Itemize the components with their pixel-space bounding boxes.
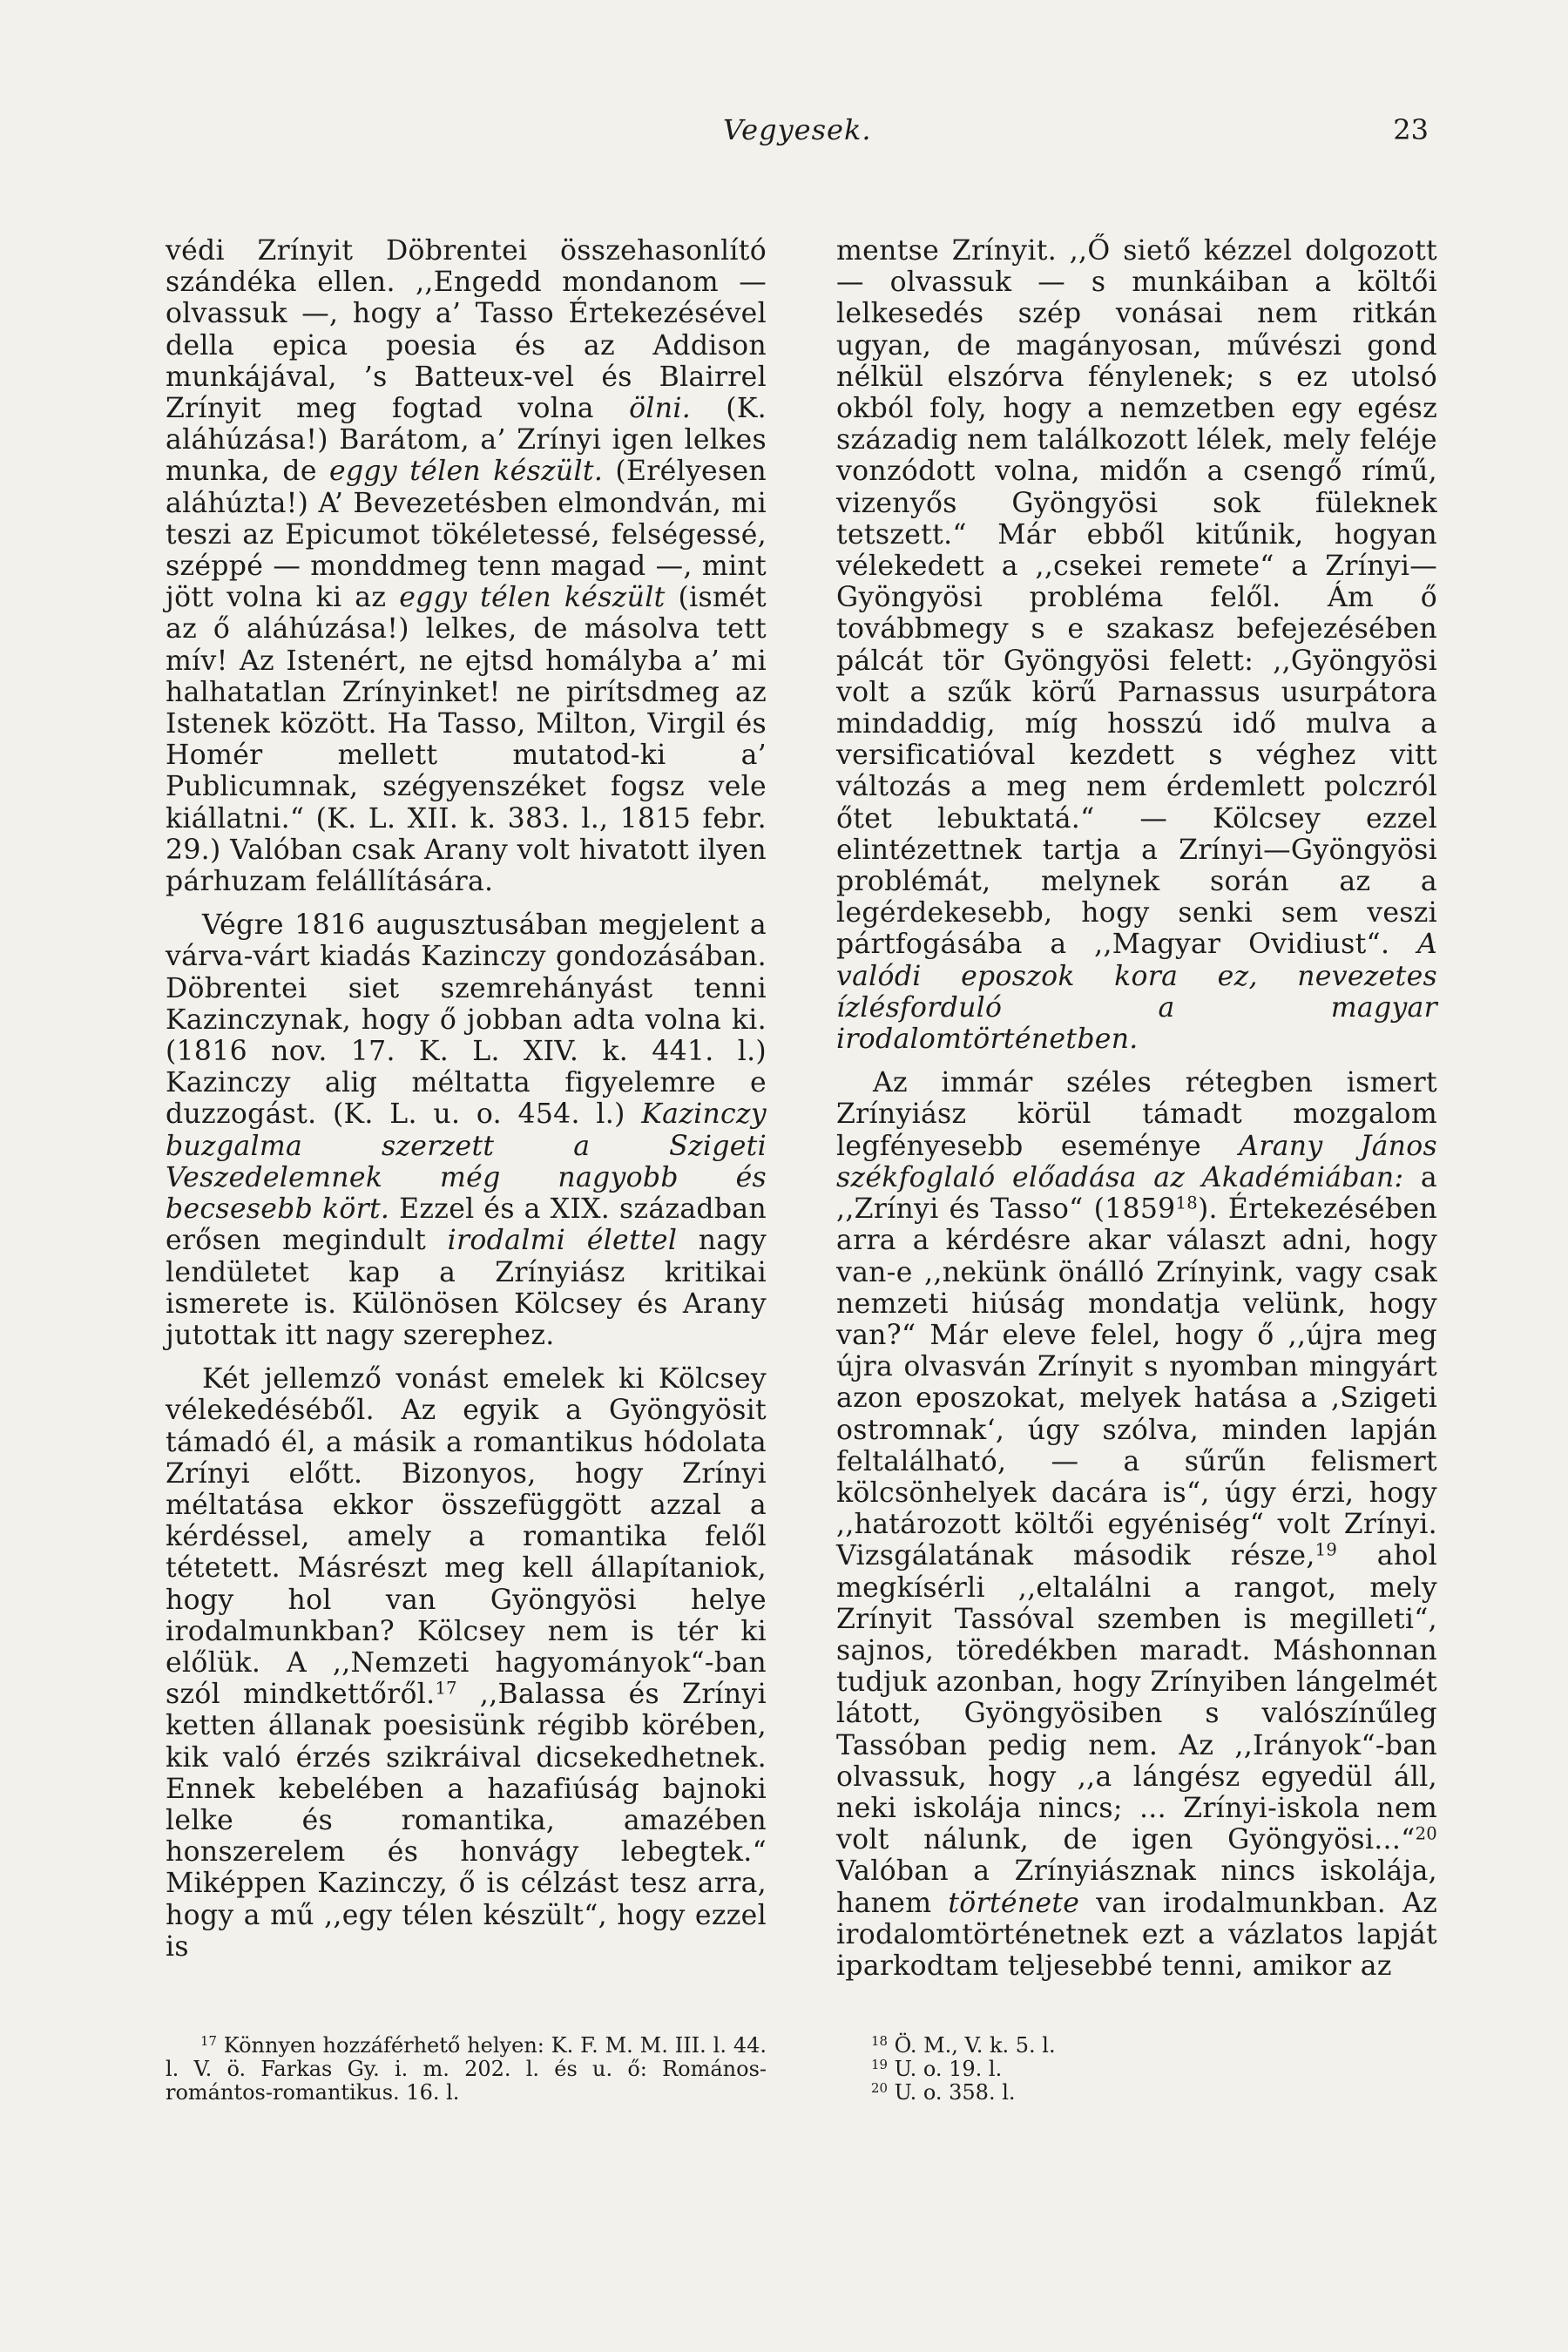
footnote-17: $^{17}$ Könnyen hozzáférhető helyen: K. F. M. M. III. l. 44. l. V. ö. Farkas Gy. i. m. 202. l. és u. ő: Romános-romántos-romantikus. 16. l.: [166, 2032, 767, 2105]
right-paragraph-2: Az immár széles rétegben ismert Zrínyiász körül támadt mozgalom legfényesebb eseménye Arany János székfoglaló előadása az Akadémiában: a ,,Zrínyi és Tasso“ (1859$^{18}$). Értekezésében arra a kérdésre akar választ adni, hogy van-e ,,nekünk önálló Zrínyink, vagy csak nemzeti hiúság mondatja velünk, hogy van?“ Már eleve felel, hogy ő ,,újra meg újra olvasván Zrínyit s nyomban mingyárt azon eposzokat, melyek hatása a ‚Szigeti ostromnak‘, úgy szólva, minden lapján feltalálható, — a sűrűn felismert kölcsönhelyek dacára is“, úgy érzi, hogy ,,határozott költői egyéniség“ volt Zrínyi. Vizsgálatának második része,$^{19}$ ahol megkísérli ,,eltalálni a rangot, mely Zrínyit Tassóval szemben is megilleti“, sajnos, töredékben maradt. Máshonnan tudjuk azonban, hogy Zrínyiben lángelmét látott, Gyöngyösiben s valószínűleg Tassóban pedig nem. Az ,,Irányok“-ban olvassuk, hogy ,,a lángész egyedül áll, neki iskolája nincs; ... Zrínyi-iskola nem volt nálunk, de igen Gyöngyösi...“$^{20}$ Valóban a Zrínyiásznak nincs iskolája, hanem története van irodalmunkban. Az irodalomtörténetnek ezt a vázlatos lapját iparkodtam teljesebbé tenni, amikor az: [836, 1067, 1437, 1982]
footnotes-right: [836, 2034, 1437, 2105]
running-title: Vegyesek.: [723, 113, 872, 146]
left-column: [166, 235, 767, 1963]
footnote-20: $^{20}$ U. o. 358. l.: [871, 2079, 1016, 2105]
right-paragraph-1: mentse Zrínyit. ,,Ő siető kézzel dolgozott — olvassuk — s munkáiban a költői lelkesedés szép vonásai nem ritkán ugyan, de magányosan, művészi gond nélkül elszórva fénylenek; s ez utolsó okból foly, hogy a nemzetben egy egész századig nem találkozott lélek, mely feléje vonzódott volna, midőn a csengő rímű, vizenyős Gyöngyösi sok füleknek tetszett.“ Már ebből kitűnik, hogyan vélekedett a ,,csekei remete“ a Zrínyi—Gyöngyösi probléma felől. Ám ő továbbmegy s e szakasz befejezésében pálcát tör Gyöngyösi felett: ,,Gyöngyösi volt a szűk körű Parnassus usurpátora mindaddig, míg hosszú idő mulva a versificatióval kezdett s véghez vitt változás a meg nem érdemlett polczról őtet lebuktatá.“ — Kölcsey ezzel elintézettnek tartja a Zrínyi—Gyöngyösi problémát, melynek során az a legérdekesebb, hogy senki sem veszi pártfogásába a ,,Magyar Ovidiust“. A valódi eposzok kora ez, nevezetes ízlésforduló a magyar irodalomtörténetben.: [836, 235, 1437, 1056]
left-paragraph-1: védi Zrínyit Döbrentei összehasonlító szándéka ellen. ,,Engedd mondanom — olvassuk —, hogy a’ Tasso Értekezésével della epica poesia és az Addison munkájával, ’s Batteux-vel és Blairrel Zrínyit meg fogtad volna ölni. (K. aláhúzása!) Barátom, a’ Zrínyi igen lelkes munka, de eggy télen készült. (Erélyesen aláhúzta!) A’ Bevezetésben elmondván, mi teszi az Epicumot tökéletessé, felségessé, széppé — monddmeg tenn magad —, mint jött volna ki az eggy télen készült (ismét az ő aláhúzása!) lelkes, de másolva tett mív! Az Istenért, ne ejtsd homályba a’ mi halhatatlan Zrínyinket! ne pirítsdmeg az Istenek között. Ha Tasso, Milton, Virgil és Homér mellett mutatod-ki a’ Publicumnak, szégyenszéket fogsz vele kiállatni.“ (K. L. XII. k. 383. l., 1815 febr. 29.) Valóban csak Arany volt hivatott ilyen párhuzam felállítására.: [166, 235, 767, 898]
footnote-ref-20: 20: [1415, 1823, 1437, 1844]
footnote-ref-18: 18: [1175, 1193, 1198, 1213]
footnote-19: $^{19}$ U. o. 19. l.: [871, 2056, 1003, 2081]
right-column: [836, 235, 1437, 1982]
footnote-18: $^{18}$ Ö. M., V. k. 5. l.: [871, 2032, 1056, 2058]
page-number: 23: [1393, 113, 1429, 146]
footnote-ref-19: 19: [1315, 1539, 1338, 1560]
left-paragraph-2: Végre 1816 augusztusában megjelent a várva-várt kiadás Kazinczy gondozásában. Döbrentei siet szemrehányást tenni Kazinczynak, hogy ő jobban adta volna ki. (1816 nov. 17. K. L. XIV. k. 441. l.) Kazinczy alig méltatta figyelemre e duzzogást. (K. L. u. o. 454. l.) Kazinczy buzgalma szerzett a Szigeti Veszedelemnek még nagyobb és becsesebb kört. Ezzel és a XIX. században erősen megindult irodalmi élettel nagy lendületet kap a Zrínyiász kritikai ismerete is. Különösen Kölcsey és Arany jutottak itt nagy szerephez.: [166, 909, 767, 1351]
footnote-ref-17: 17: [435, 1678, 457, 1699]
footnotes-left: [166, 2034, 767, 2105]
left-paragraph-3: Két jellemző vonást emelek ki Kölcsey vélekedéséből. Az egyik a Gyöngyösit támadó él, a másik a romantikus hódolata Zrínyi előtt. Bizonyos, hogy Zrínyi méltatása ekkor összefüggött azzal a kérdéssel, amely a romantika felől tétetett. Másrészt meg kell állapítaniok, hogy hol van Gyöngyösi helye irodalmunkban? Kölcsey nem is tér ki előlük. A ,,Nemzeti hagyományok“-ban szól mindkettőről.$^{17}$ ,,Balassa és Zrínyi ketten állanak poesisünk régibb körében, kik való érzés szikráival dicsekedhetnek. Ennek kebelében a hazafiúság bajnoki lelke és romantika, amazében honszerelem és honvágy lebegtek.“ Miképpen Kazinczy, ő is célzást tesz arra, hogy a mű ,,egy télen készült“, hogy ezzel is: [166, 1363, 767, 1963]
